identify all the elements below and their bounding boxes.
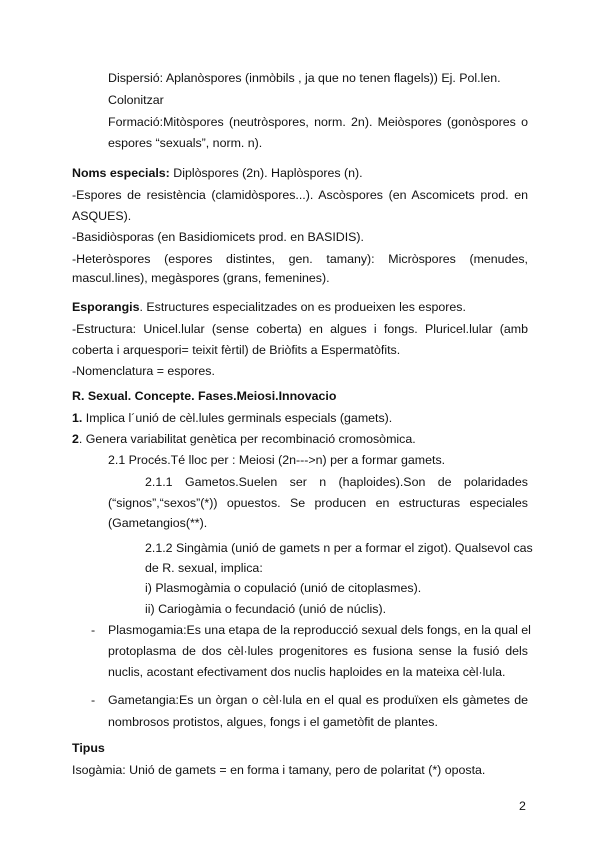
bullet-dash-gametangia: - xyxy=(91,693,96,707)
esporangis-line-1 xyxy=(72,297,466,317)
isogamia-line: Isogàmia: Unió de gamets = en forma i tamany, pero de polaritat (*) oposta. xyxy=(72,763,486,777)
dispersio-line-1: Dispersió: Aplanòspores (inmòbils , ja que no tenen flagels)) Ej. Pol.len. xyxy=(108,71,501,85)
point-1-number: 1. xyxy=(72,411,83,425)
point-1-text: Implica l´unió de cèl.lules germinals especials (gamets). xyxy=(82,411,393,425)
sexual-point-2-1-1-line-2: (“signos”,“sexos”(*)) opuestos. Se producen en estructuras especiales xyxy=(108,496,528,510)
sexual-point-2-1-2-line-3: i) Plasmogàmia o copulació (unió de citoplasmes). xyxy=(145,581,422,595)
sexual-point-1 xyxy=(72,408,392,428)
plasmogamia-line-3: nuclis, acostant efectivament dos nuclis haploides en la mateixa cèl·lula. xyxy=(108,665,506,679)
noms-especials-line-4: -Basidiòsporas (en Basidiomicets prod. en BASIDIS). xyxy=(72,230,364,244)
sexual-point-2-1-2-line-2: de R. sexual, implica: xyxy=(145,561,263,575)
noms-especials-text: Diplòspores (2n). Haplòspores (n). xyxy=(169,166,363,180)
noms-especials-line-6: mascul.lines), megàspores (grans, femenines). xyxy=(72,271,330,285)
esporangis-line-3: coberta i arquespori= teixit fèrtil) de Briòfits a Espermatòfits. xyxy=(72,343,401,357)
formacio-line-1: Formació:Mitòspores (neutròspores, norm. 2n). Meiòspores (gonòspores o xyxy=(108,115,528,129)
gametangia-line-1: Gametangia:Es un òrgan o cèl·lula en el qual es produïxen els gàmetes de xyxy=(108,693,528,707)
esporangis-text: . Estructures especialitzades on es produeixen les espores. xyxy=(139,300,466,314)
sexual-section-title: R. Sexual. Concepte. Fases.Meiosi.Innovacio xyxy=(72,389,337,403)
noms-especials-heading: Noms especials: xyxy=(72,166,170,180)
tipus-heading: Tipus xyxy=(72,741,105,755)
esporangis-line-4: -Nomenclatura = espores. xyxy=(72,364,215,378)
sexual-point-2-1-1-line-1: 2.1.1 Gametos.Suelen ser n (haploides).Son de polaridades xyxy=(145,475,528,489)
dispersio-line-2: Colonitzar xyxy=(108,93,164,107)
noms-especials-line-1 xyxy=(72,163,363,183)
sexual-point-2-1-1-line-3: (Gametangios(**). xyxy=(108,516,208,530)
esporangis-heading: Esporangis xyxy=(72,300,140,314)
sexual-point-2 xyxy=(72,429,416,449)
noms-especials-line-2: -Espores de resistència (clamidòspores...). Ascòspores (en Ascomicets prod. en xyxy=(72,188,528,202)
gametangia-line-2: nombrosos protistos, algues, fongs i el gametòfit de plantes. xyxy=(108,715,438,729)
page-number: 2 xyxy=(519,799,526,813)
plasmogamia-line-2: protoplasma de dos cèl·lules progenitores es fusiona sense la fusió dels xyxy=(108,644,528,658)
bullet-dash-plasmogamia: - xyxy=(91,623,96,637)
formacio-line-2: espores “sexuals”, norm. n). xyxy=(108,136,263,150)
sexual-point-2-1-2-line-4: ii) Cariogàmia o fecundació (unió de núclis). xyxy=(145,602,387,616)
noms-especials-line-3: ASQUES). xyxy=(72,209,132,223)
sexual-point-2-1-2-line-1: 2.1.2 Singàmia (unió de gamets n per a formar el zigot). Qualsevol cas xyxy=(145,541,533,555)
point-2-text: . Genera variabilitat genètica per recombinació cromosòmica. xyxy=(78,432,416,446)
noms-especials-line-5: -Heteròspores (espores distintes, gen. tamany): Micròspores (menudes, xyxy=(72,252,528,266)
plasmogamia-line-1: Plasmogamia:Es una etapa de la reproducció sexual dels fongs, en la qual el xyxy=(108,623,531,637)
point-2-number: 2 xyxy=(72,432,79,446)
sexual-point-2-1: 2.1 Procés.Té lloc per : Meiosi (2n--->n) per a formar gamets. xyxy=(108,453,446,467)
esporangis-line-2: -Estructura: Unicel.lular (sense coberta) en algues i fongs. Pluricel.lular (amb xyxy=(72,322,528,336)
